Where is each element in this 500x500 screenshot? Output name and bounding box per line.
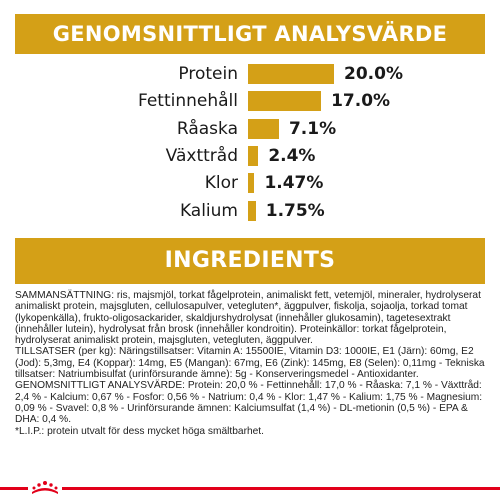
analysis-row-value: 1.47%: [264, 173, 324, 194]
analysis-row-bar: [248, 91, 321, 111]
analysis-row-label: Protein: [178, 64, 238, 84]
analysis-row-value: 20.0%: [344, 64, 403, 84]
composition-paragraph: SAMMANSÄTTNING: ris, majsmjöl, torkat fågelprotein, animaliskt fett, vetemjöl, mineraler, hydrolyserat animaliskt protein, majsgluten, cellulosapulver, vetegluten*, äggpulver, fiskolja, sojaolja, torkad tomat (lykopenkälla), frukto-oligosackarider, skaldjurshydrolysat (innehåller glukosamin), tagetesextrakt (innehåller lutein), hydrolysat från brosk (innehåller kondroitin). Proteinkällor: torkat fågelprotein, hydrolyserat animaliskt protein, majsgluten, vetegluten, äggpulver.: [15, 290, 481, 347]
analysis-row-value: 17.0%: [331, 91, 391, 112]
analysis-banner: [15, 14, 485, 54]
analysis-row-bar: [248, 64, 334, 84]
analysis-row: [0, 115, 500, 143]
analysis-row-label: Växttråd: [165, 145, 238, 166]
analysis-row: [0, 87, 500, 115]
analysis-row-label: Kalium: [179, 200, 238, 221]
analysis-row-bar: [248, 201, 256, 221]
analysis-row: [0, 169, 500, 197]
royal-canin-crown-logo-icon: [28, 478, 62, 500]
ingredients-text: [15, 290, 487, 437]
analysis-row: [0, 60, 500, 88]
analysis-row-label: Råaska: [176, 118, 238, 139]
analysis-row-bar: [248, 173, 254, 193]
analysis-row-bar: [248, 146, 258, 166]
ingredients-title: INGREDIENTS: [164, 248, 336, 273]
analysis-row-value: 7.1%: [288, 118, 337, 139]
footer-red-line: [0, 487, 500, 490]
analysis-row-bar: [248, 119, 279, 139]
analysis-row-value: 2.4%: [268, 145, 316, 166]
ingredients-banner: [15, 238, 485, 284]
analysis-row: [0, 197, 500, 225]
analysis-row-label: Fettinnehåll: [137, 91, 238, 112]
analysis-paragraph: GENOMSNITTLIGT ANALYSVÄRDE: Protein: 20,0 % - Fettinnehåll: 17,0 % - Råaska: 7,1 % - Växttråd: 2,4 % - Kalcium: 0,67 % - Fosfor: 0,56 % - Natrium: 0,4 % - Klor: 1,47 % - Kalium: 1,75 % - Magnesium: 0,09 % - Svavel: 0,8 % - Urinförsurande ämnen: Kalciumsulfat (1,4 %) - DL-metionin (0,5 %) - EPA & DHA: 0,4 %.: [15, 380, 483, 426]
additives-paragraph: TILLSATSER (per kg): Näringstillsatser: Vitamin A: 15500IE, Vitamin D3: 1000IE, E1 (Järn): 60mg, E2 (Jod): 5,3mg, E4 (Koppar): 14mg, E5 (Mangan): 67mg, E6 (Zink): 145mg, E8 (Selen): 0,11mg - Tekniska tillsatser: Natriumbisulfat (urinförsurande ämne): 5g - Konserveringsmedel - Antioxidanter.: [15, 346, 485, 381]
analysis-title: GENOMSNITTLIGT ANALYSVÄRDE: [52, 22, 448, 46]
analysis-row-label: Klor: [204, 173, 238, 194]
analysis-row: [0, 142, 500, 170]
analysis-row-value: 1.75%: [265, 200, 325, 221]
footnote-paragraph: *L.I.P.: protein utvalt för dess mycket höga smältbarhet.: [15, 425, 264, 437]
